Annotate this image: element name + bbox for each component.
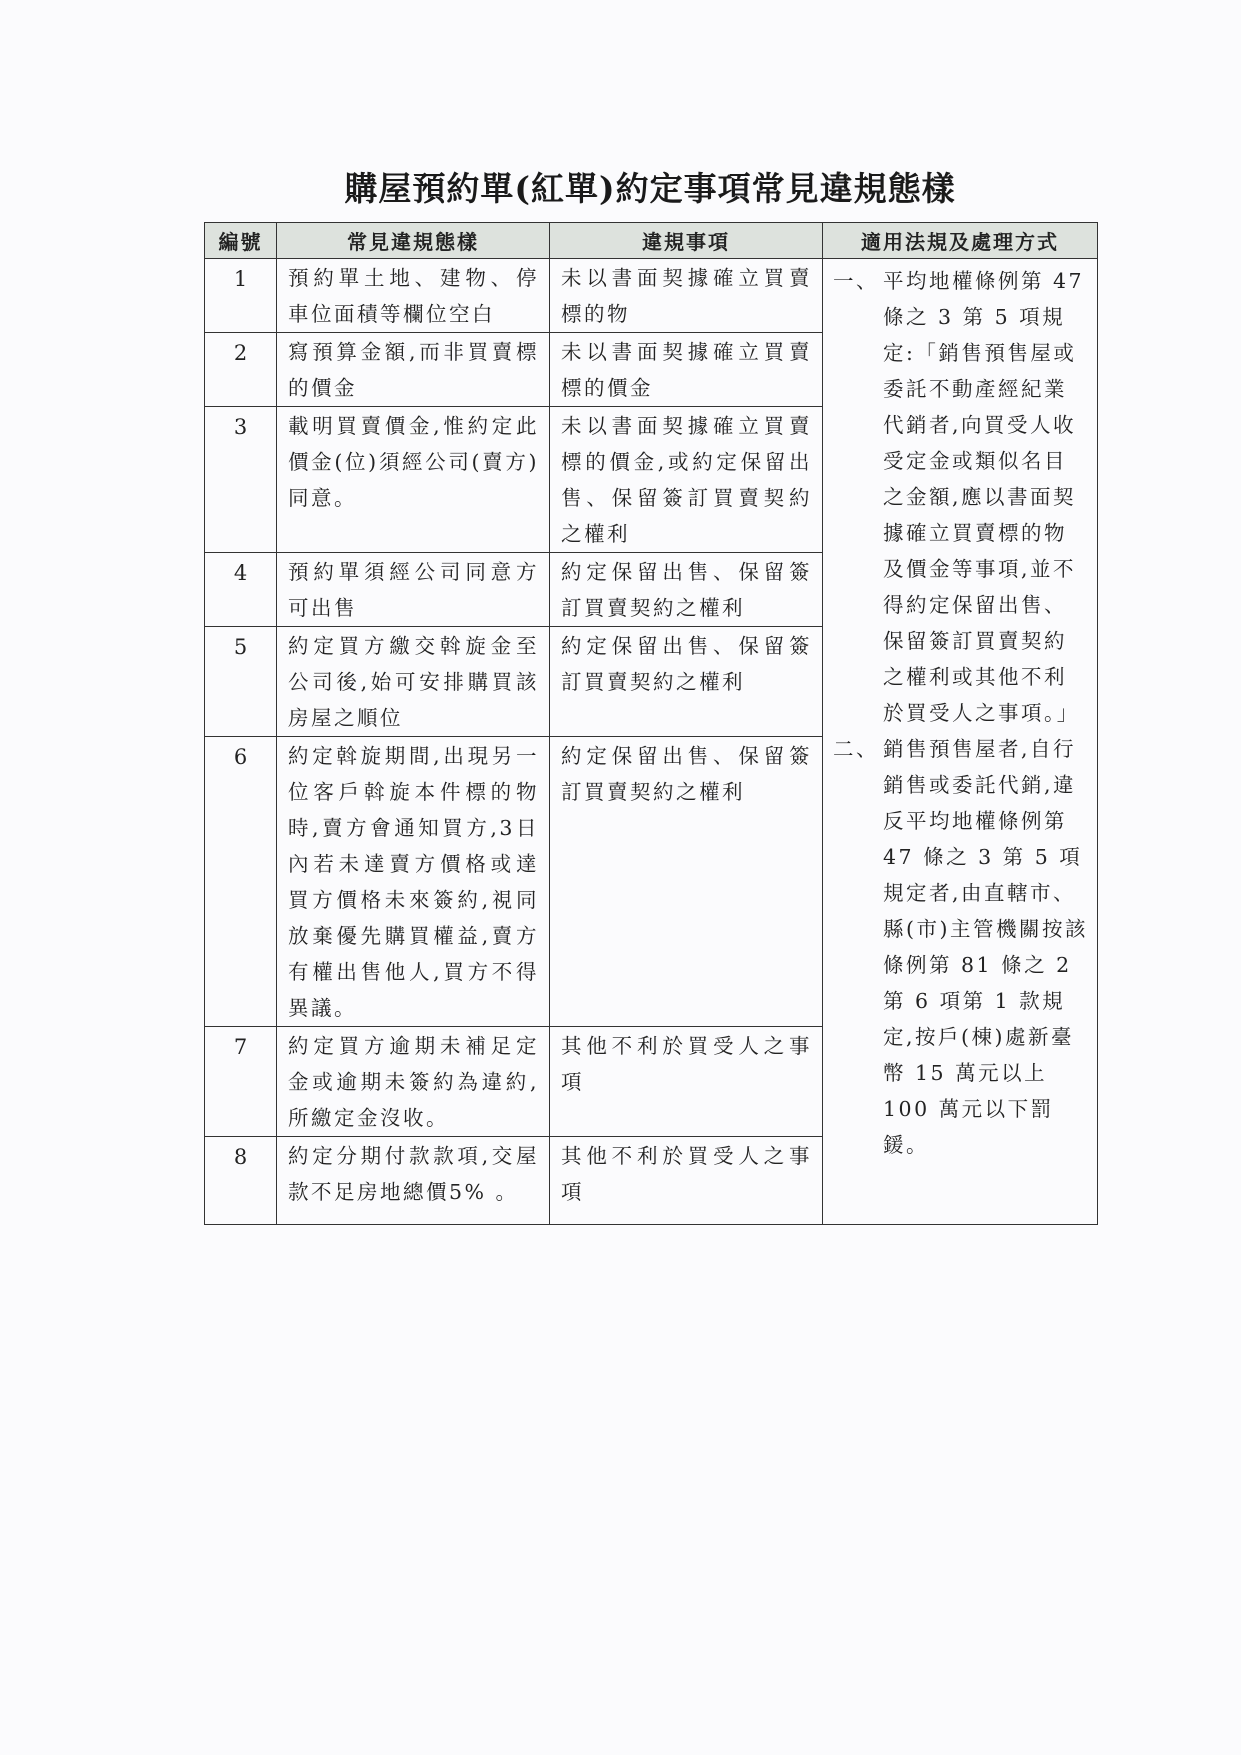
row-number: 7 — [205, 1027, 277, 1137]
law-item-mark: 一、 — [833, 269, 879, 293]
row-number: 3 — [205, 407, 277, 553]
header-law: 適用法規及處理方式 — [823, 223, 1098, 259]
row-number: 4 — [205, 553, 277, 627]
row-violation: 約定保留出售、保留簽訂買賣契約之權利 — [550, 737, 823, 1027]
row-violation: 約定保留出售、保留簽訂買賣契約之權利 — [550, 627, 823, 737]
row-pattern: 預約單須經公司同意方可出售 — [277, 553, 550, 627]
row-pattern: 約定斡旋期間,出現另一位客戶斡旋本件標的物時,賣方會通知買方,3日內若未達賣方價格或達買方價格未來簽約,視同放棄優先購買權益,賣方有權出售他人,買方不得異議。 — [277, 737, 550, 1027]
table-row — [205, 259, 1098, 333]
law-item — [833, 731, 1089, 1163]
law-item-text: 平均地權條例第 47 條之 3 第 5 項規定:「銷售預售屋或委託不動產經紀業代銷者,向買受人收受定金或類似名目之金額,應以書面契據確立買賣標的物及價金等事項,並不得約定保留出售、保留簽訂買賣契約之權利或其他不利於買受人之事項。」 — [883, 269, 1085, 725]
header-number: 編號 — [205, 223, 277, 259]
row-violation: 其他不利於買受人之事項 — [550, 1137, 823, 1225]
row-violation: 約定保留出售、保留簽訂買賣契約之權利 — [550, 553, 823, 627]
row-violation: 未以書面契據確立買賣標的價金 — [550, 333, 823, 407]
row-number: 1 — [205, 259, 277, 333]
row-number: 8 — [205, 1137, 277, 1225]
document-title: 購屋預約單(紅單)約定事項常見違規態樣 — [344, 169, 956, 208]
row-violation: 其他不利於買受人之事項 — [550, 1027, 823, 1137]
row-number: 6 — [205, 737, 277, 1027]
law-item-mark: 二、 — [833, 737, 879, 761]
row-pattern: 約定買方繳交斡旋金至公司後,始可安排購買該房屋之順位 — [277, 627, 550, 737]
row-number: 5 — [205, 627, 277, 737]
row-violation: 未以書面契據確立買賣標的物 — [550, 259, 823, 333]
header-pattern: 常見違規態樣 — [277, 223, 550, 259]
header-violation: 違規事項 — [550, 223, 823, 259]
table-header-row — [205, 223, 1098, 259]
law-cell — [823, 259, 1098, 1225]
row-pattern: 約定買方逾期未補足定金或逾期未簽約為違約,所繳定金沒收。 — [277, 1027, 550, 1137]
law-item — [833, 263, 1089, 731]
row-number: 2 — [205, 333, 277, 407]
violation-table — [204, 222, 1098, 1225]
row-pattern: 約定分期付款款項,交屋款不足房地總價5% 。 — [277, 1137, 550, 1225]
row-pattern: 預約單土地、建物、停車位面積等欄位空白 — [277, 259, 550, 333]
row-pattern: 載明買賣價金,惟約定此價金(位)須經公司(賣方)同意。 — [277, 407, 550, 553]
row-violation: 未以書面契據確立買賣標的價金,或約定保留出售、保留簽訂買賣契約之權利 — [550, 407, 823, 553]
law-item-text: 銷售預售屋者,自行銷售或委託代銷,違反平均地權條例第 47 條之 3 第 5 項規定者,由直轄市、縣(市)主管機關按該條例第 81 條之 2 第 6 項第 1 款規定,按戶(棟)處新臺幣 15 萬元以上 100 萬元以下罰鍰。 — [883, 737, 1088, 1157]
row-pattern: 寫預算金額,而非買賣標的價金 — [277, 333, 550, 407]
